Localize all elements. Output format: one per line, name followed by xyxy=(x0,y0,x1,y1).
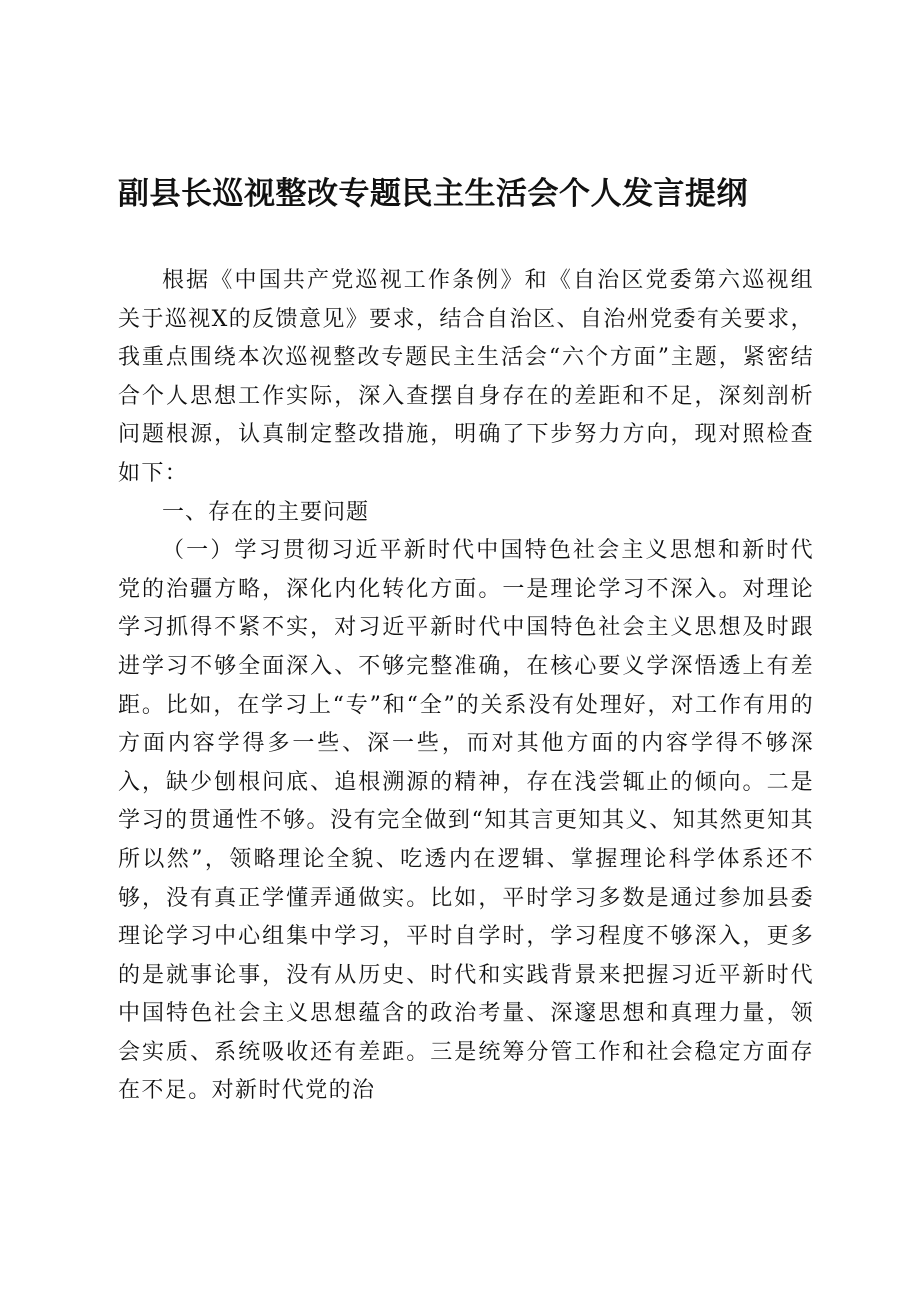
body-paragraph: （一）学习贯彻习近平新时代中国特色社会主义思想和新时代党的治疆方略，深化内化转化方面。一是理论学习不深入。对理论学习抓得不紧不实，对习近平新时代中国特色社会主义思想及时跟进学习不够全面深入、不够完整准确，在核心要义学深悟透上有差距。比如，在学习上“专”和“全”的关系没有处理好，对工作有用的方面内容学得多一些、深一些，而对其他方面的内容学得不够深入，缺少刨根问底、追根溯源的精神，存在浅尝辄止的倾向。二是学习的贯通性不够。没有完全做到“知其言更知其义、知其然更知其所以然”，领略理论全貌、吃透内在逻辑、掌握理论科学体系还不够，没有真正学懂弄通做实。比如，平时学习多数是通过参加县委理论学习中心组集中学习，平时自学时，学习程度不够深入，更多的是就事论事，没有从历史、时代和实践背景来把握习近平新时代中国特色社会主义思想蕴含的政治考量、深邃思想和真理力量，领会实质、系统吸收还有差距。三是统筹分管工作和社会稳定方面存在不足。对新时代党的治 xyxy=(118,538,814,1104)
document-title: 副县长巡视整改专题民主生活会个人发言提纲 xyxy=(118,176,748,212)
intro-paragraph: 根据《中国共产党巡视工作条例》和《自治区党委第六巡视组关于巡视X的反馈意见》要求，结合自治区、自治州党委有关要求，我重点围绕本次巡视整改专题民主生活会“六个方面”主题，紧密结合个人思想工作实际，深入查摆自身存在的差距和不足，深刻剖析问题根源，认真制定整改措施，明确了下步努力方向，现对照检查如下： xyxy=(118,268,814,486)
document-body xyxy=(118,262,814,1111)
section-heading: 一、存在的主要问题 xyxy=(162,499,370,525)
